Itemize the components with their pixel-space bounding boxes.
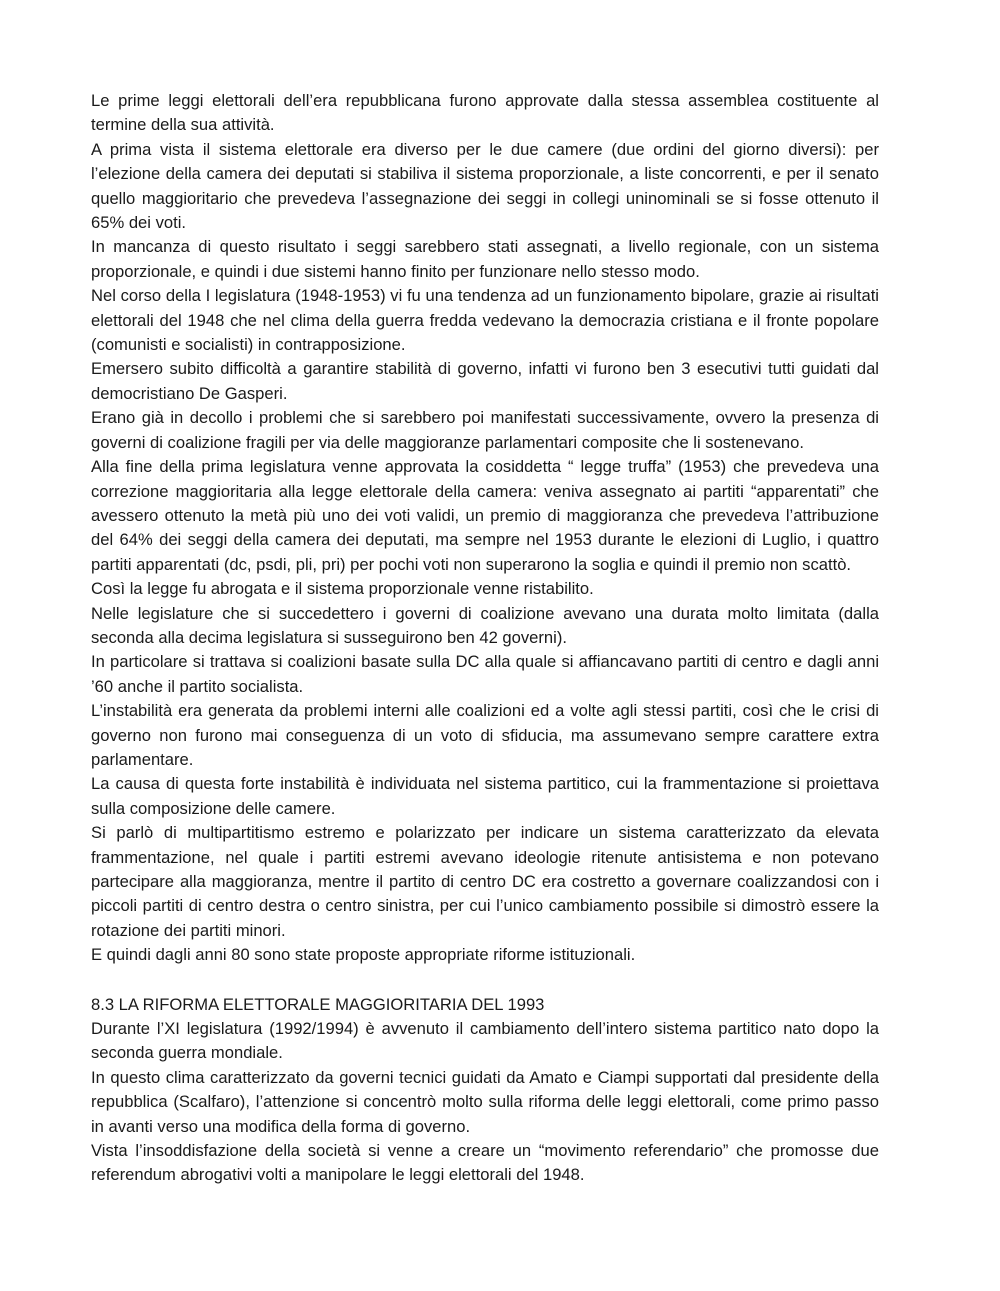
- section-heading: 8.3 LA RIFORMA ELETTORALE MAGGIORITARIA DEL 1993: [91, 994, 545, 1014]
- paragraph: Emersero subito difficoltà a garantire stabilità di governo, infatti vi furono ben 3 esecutivi tutti guidati dal democristiano De Gasperi.: [91, 359, 879, 403]
- paragraph: Così la legge fu abrogata e il sistema proporzionale venne ristabilito.: [91, 579, 594, 599]
- paragraph: Nel corso della I legislatura (1948-1953) vi fu una tendenza ad un funzionamento bipolare, grazie ai risultati elettorali del 1948 che nel clima della guerra fredda vedevano la democrazia cristiana e il fronte popolare (comunisti e socialisti) in contrapposizione.: [91, 286, 879, 355]
- paragraph: A prima vista il sistema elettorale era diverso per le due camere (due ordini del giorno diversi): per l’elezione della camera dei deputati si stabiliva il sistema proporzionale, a liste concorrenti, e per il senato quello maggioritario che prevedeva l’assegnazione dei seggi in collegi uninominali se si fosse ottenuto il 65% dei voti.: [91, 139, 879, 233]
- paragraph: Si parlò di multipartitismo estremo e polarizzato per indicare un sistema caratterizzato da elevata frammentazione, nel quale i partiti estremi avevano ideologie ritenute antisistema e non potevano partecipare alla maggioranza, mentre il partito di centro DC era costretto a governare coalizzandosi con i piccoli partiti di centro destra o centro sinistra, per cui l’unico cambiamento possibile si dimostrò essere la rotazione dei partiti minori.: [91, 823, 879, 940]
- paragraph: In questo clima caratterizzato da governi tecnici guidati da Amato e Ciampi supportati dal presidente della repubblica (Scalfaro), l’attenzione si concentrò molto sulla riforma delle leggi elettorali, come primo passo in avanti verso una modifica della forma di governo.: [91, 1067, 879, 1136]
- paragraph: Alla fine della prima legislatura venne approvata la cosiddetta “ legge truffa” (1953) che prevedeva una correzione maggioritaria alla legge elettorale della camera: veniva assegnato ai partiti “apparentati” che avessero ottenuto la metà più uno dei voti validi, un premio di maggioranza che prevedeva l’attribuzione del 64% dei seggi della camera dei deputati, ma sempre nel 1953 durante le elezioni di Luglio, i quattro partiti apparentati (dc, psdi, pli, pri) per pochi voti non superarono la soglia e quindi il premio non scattò.: [91, 457, 879, 574]
- paragraph: La causa di questa forte instabilità è individuata nel sistema partitico, cui la frammentazione si proiettava sulla composizione delle camere.: [91, 774, 879, 818]
- paragraph: Erano già in decollo i problemi che si sarebbero poi manifestati successivamente, ovvero la presenza di governi di coalizione fragili per via delle maggioranze parlamentari composite che li sostenevano.: [91, 408, 879, 452]
- paragraph: Vista l’insoddisfazione della società si venne a creare un “movimento referendario” che promosse due referendum abrogativi volti a manipolare le leggi elettorali del 1948.: [91, 1141, 879, 1185]
- paragraph: Nelle legislature che si succedettero i governi di coalizione avevano una durata molto limitata (dalla seconda alla decima legislatura si susseguirono ben 42 governi).: [91, 603, 879, 647]
- paragraph: Le prime leggi elettorali dell’era repubblicana furono approvate dalla stessa assemblea costituente al termine della sua attività.: [91, 91, 879, 135]
- document-page: [91, 89, 879, 1188]
- paragraph: Durante l’XI legislatura (1992/1994) è avvenuto il cambiamento dell’intero sistema partitico nato dopo la seconda guerra mondiale.: [91, 1019, 879, 1063]
- paragraph: L’instabilità era generata da problemi interni alle coalizioni ed a volte agli stessi partiti, così che le crisi di governo non furono mai conseguenza di un voto di sfiducia, ma assumevano sempre carattere extra parlamentare.: [91, 701, 879, 769]
- paragraph: In mancanza di questo risultato i seggi sarebbero stati assegnati, a livello regionale, con un sistema proporzionale, e quindi i due sistemi hanno finito per funzionare nello stesso modo.: [91, 237, 879, 281]
- paragraph: E quindi dagli anni 80 sono state proposte appropriate riforme istituzionali.: [91, 945, 636, 965]
- paragraph: In particolare si trattava si coalizioni basate sulla DC alla quale si affiancavano partiti di centro e dagli anni ’60 anche il partito socialista.: [91, 652, 879, 696]
